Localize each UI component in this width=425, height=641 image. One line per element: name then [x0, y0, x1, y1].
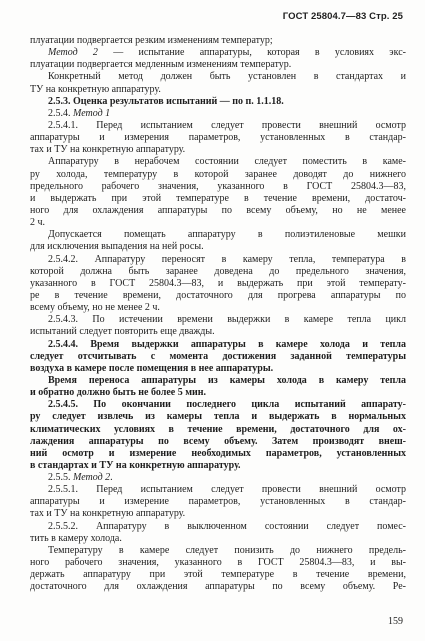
- text-line: в стандартах и ТУ на конкретную аппаратуру.: [30, 459, 241, 471]
- text-line: указанного в ГОСТ 25804.3—83, и выдержать при этой температу-: [30, 277, 406, 289]
- text-line: ре в течение времени, достаточного для прогрева аппаратуры по: [30, 289, 406, 301]
- text-line: 2.5.5.2. Аппаратуру в выключенном состоянии следует помес-: [48, 520, 406, 532]
- text-line: 2.5.5.1. Перед испытанием следует провести внешний осмотр: [48, 484, 406, 496]
- text-line: тить в камеру холода.: [30, 532, 122, 544]
- text-line: 2.5.4.4. Время выдержки аппаратуры в камере холода и тепла: [48, 338, 406, 350]
- text-line: тах и ТУ на конкретную аппаратуру.: [30, 144, 186, 156]
- text-line: Температуру в камере следует понизить до нижнего предель-: [48, 544, 406, 556]
- document-body: [30, 35, 406, 593]
- text-line: и обратно должно быть не более 5 мин.: [30, 387, 207, 399]
- text-line: 2.5.4.2. Аппаратуру переносят в камеру тепла, температура в: [48, 253, 406, 265]
- text-line: 2.5.5. Метод 2.: [48, 472, 113, 484]
- text-line: следует отсчитывать с момента достижения заданной температуры: [30, 350, 406, 362]
- text-line: тах и ТУ на конкретную аппаратуру.: [30, 508, 186, 520]
- text-line: всему объему, но не менее 2 ч.: [30, 302, 160, 314]
- text-line: 2.5.4.3. По истечении времени выдержки в камере тепла цикл: [48, 314, 406, 326]
- text-line: Аппаратуру в нерабочем состоянии следует поместить в каме-: [48, 156, 406, 168]
- text-line: ру следует извлечь из камеры тепла и выдержать в нормальных: [30, 411, 406, 423]
- text-line: плуатации подвергается резким изменениям температур;: [30, 35, 273, 46]
- text-line: 2.5.4.5. По окончании последнего цикла испытаний аппарату-: [48, 399, 406, 411]
- text-line: достаточного для охлаждения аппаратуры по всему объему. Ре-: [30, 581, 406, 593]
- text-line: ний осмотр и измерение необходимых параметров, установленных: [30, 447, 406, 459]
- text-line: 2.5.3. Оценка результатов испытаний — по п. 1.1.18.: [48, 95, 284, 107]
- text-line: аппаратуры и измерение параметров, установленных в стандар-: [30, 496, 406, 508]
- text-line: испытаний следует повторить еще дважды.: [30, 326, 215, 338]
- text-line: и выдержать при этой температуре в течение времени, достаточ-: [30, 192, 406, 204]
- text-line: Время переноса аппаратуры из камеры холода в камеру тепла: [48, 374, 406, 386]
- page-number: 159: [388, 616, 403, 627]
- text-line: Допускается помещать аппаратуру в полиэтиленовые мешки: [48, 229, 406, 241]
- text-line: которой должна быть заранее доведена до предельного значения,: [30, 265, 406, 277]
- text-line: предельного рабочего значения, указанного в ГОСТ 25804.3—83,: [30, 180, 406, 192]
- text-line: 2.5.4. Метод 1: [48, 107, 111, 119]
- text-line: Метод 2 — испытание аппаратуры, которая в условиях экс-: [48, 47, 406, 59]
- text-line: лаждения аппаратуры по всему объему. Затем производят внеш-: [30, 435, 406, 447]
- running-header: ГОСТ 25804.7—83 Стр. 25: [282, 11, 403, 22]
- text-line: держать аппаратуру при этой температуре в течение времени,: [30, 569, 406, 581]
- text-line: воздуха в камере после помещения в нее аппаратуры.: [30, 362, 274, 374]
- text-line: ного для охлаждения аппаратуры по всему объему, но не менее: [30, 204, 406, 216]
- text-line: климатических условиях в течение времени, достаточного для ох-: [30, 423, 406, 435]
- text-line: для исключения выпадения на ней росы.: [30, 241, 204, 253]
- text-line: 2.5.4.1. Перед испытанием следует провести внешний осмотр: [48, 119, 406, 131]
- text-line: плуатации подвергается медленным изменениям температур.: [30, 59, 292, 71]
- text-line: ру холода, температуру в которой заранее доводят до нижнего: [30, 168, 406, 180]
- text-line: ного рабочего значения, указанного в ГОСТ 25804.3—83, и вы-: [30, 557, 406, 569]
- text-line: аппаратуры и измерения параметров, установленных в стандар-: [30, 132, 406, 144]
- text-line: 2 ч.: [30, 217, 46, 229]
- text-line: ТУ на конкретную аппаратуру.: [30, 83, 161, 95]
- text-line: Конкретный метод должен быть установлен в стандартах и: [48, 71, 406, 83]
